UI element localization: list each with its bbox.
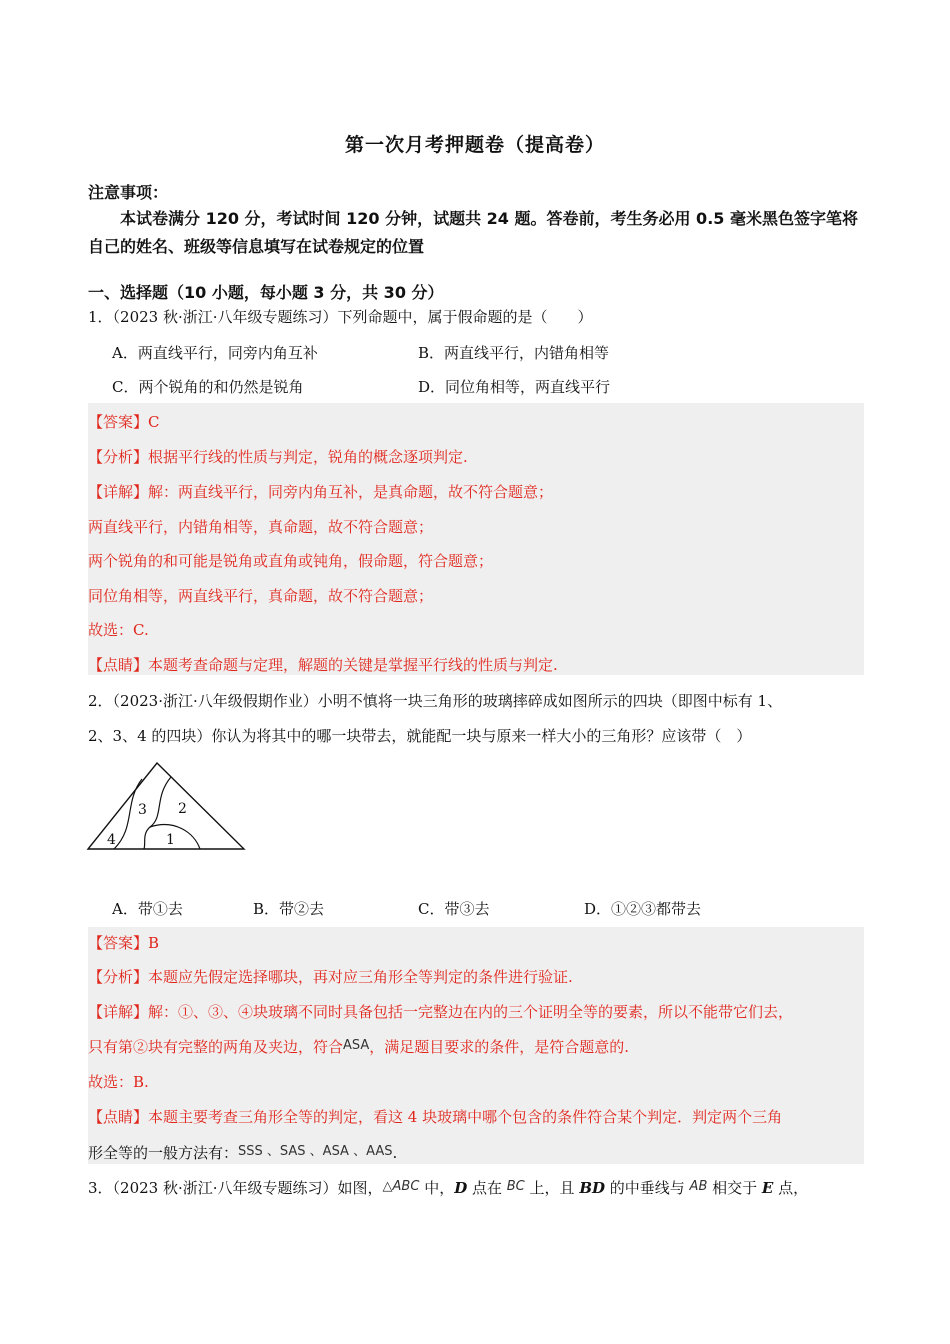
q2-option-b: B．带②去 — [253, 900, 325, 918]
question-1-stem: 1．（2023 秋·浙江·八年级专题练习）下列命题中，属于假命题的是（ ） — [88, 308, 593, 326]
piece-label-3: 3 — [138, 802, 147, 818]
segment-ab: AB — [689, 1179, 708, 1194]
q1-option-c: C．两个锐角的和仍然是锐角 — [112, 378, 304, 396]
segment-bc: BC — [506, 1179, 525, 1194]
q1-detail-2: 两直线平行，内错角相等，真命题，故不符合题意； — [88, 518, 434, 536]
q3-text-1: 3．（2023 秋·浙江·八年级专题练习）如图， — [88, 1179, 383, 1197]
q3-text-3: 点在 — [467, 1179, 507, 1197]
q2-comment-2-end: . — [392, 1144, 398, 1162]
q2-detail-2 — [88, 1036, 629, 1057]
q1-answer: 【答案】C — [88, 413, 160, 431]
q1-comment: 【点睛】本题考查命题与定理，解题的关键是掌握平行线的性质与判定. — [88, 656, 558, 674]
q1-analysis: 【分析】根据平行线的性质与判定，锐角的概念逐项判定. — [88, 448, 468, 466]
q2-option-d: D．①②③都带去 — [584, 900, 702, 918]
asa-formula: ASA — [343, 1038, 370, 1053]
section-heading: 一、选择题（10 小题，每小题 3 分，共 30 分） — [88, 283, 444, 302]
piece-label-4: 4 — [107, 832, 116, 848]
q3-text-6: 相交于 — [707, 1179, 762, 1197]
q2-comment-2-text: 形全等的一般方法有： — [88, 1144, 239, 1162]
q2-analysis: 【分析】本题应先假定选择哪块，再对应三角形全等判定的条件进行验证. — [88, 968, 573, 986]
q2-detail-3: 故选：B. — [88, 1073, 149, 1091]
q1-detail-5: 故选：C. — [88, 621, 149, 639]
q2-detail-2-text-a: 只有第②块有完整的两角及夹边，符合 — [88, 1038, 344, 1056]
question-3-stem — [88, 1176, 878, 1199]
q3-text-5: 的中垂线与 — [605, 1179, 690, 1197]
q1-option-d: D．同位角相等，两直线平行 — [418, 378, 611, 396]
q2-detail-1: 【详解】解：①、③、④块玻璃不同时具备包括一完整边在内的三个证明全等的要素，所以不能带它们去， — [88, 1003, 794, 1021]
q2-comment-2 — [88, 1140, 397, 1163]
q2-comment-1: 【点睛】本题主要考查三角形全等的判定，看这 4 块玻璃中哪个包含的条件符合某个判定．判定两个三角 — [88, 1108, 783, 1126]
q1-detail-1: 【详解】解：两直线平行，同旁内角互补，是真命题，故不符合题意； — [88, 483, 554, 501]
q2-answer: 【答案】B — [88, 934, 160, 952]
question-2-stem-line2: 2、3、4 的四块）你认为将其中的哪一块带去，就能配一块与原来一样大小的三角形？应该带（ ） — [88, 727, 752, 745]
segment-bd: BD — [579, 1179, 605, 1197]
q1-solution-box — [88, 403, 864, 675]
broken-glass-triangle-figure — [84, 757, 248, 855]
notes-heading: 注意事项： — [88, 183, 169, 202]
crack-line-3 — [150, 825, 200, 849]
q3-text-2: 中， — [419, 1179, 455, 1197]
congruence-methods: SSS 、SAS 、ASA 、AAS — [238, 1144, 393, 1159]
q1-option-b: B．两直线平行，内错角相等 — [418, 344, 610, 362]
q1-option-a: A．两直线平行，同旁内角互补 — [112, 344, 318, 362]
piece-label-2: 2 — [178, 801, 187, 817]
triangle-abc: △ABC — [382, 1179, 420, 1194]
question-2-stem-line1: 2．（2023·浙江·八年级假期作业）小明不慎将一块三角形的玻璃摔碎成如图所示的四块（即图中标有 1、 — [88, 692, 783, 710]
page-title: 第一次月考押题卷（提高卷） — [344, 134, 605, 156]
q2-detail-2-text-b: ，满足题目要求的条件，是符合题意的. — [369, 1038, 630, 1056]
q1-detail-4: 同位角相等，两直线平行，真命题，故不符合题意； — [88, 587, 434, 605]
q2-option-a: A．带①去 — [112, 900, 183, 918]
q3-text-4: 上，且 — [524, 1179, 580, 1197]
point-e: E — [761, 1179, 774, 1197]
notes-body: 本试卷满分 120 分，考试时间 120 分钟，试题共 24 题。答卷前，考生务必用 0.5 毫米黑色签字笔将自己的姓名、班级等信息填写在试卷规定的位置 — [88, 209, 858, 256]
q3-text-7: 点， — [773, 1179, 809, 1197]
point-d: D — [454, 1179, 468, 1197]
q2-option-c: C．带③去 — [418, 900, 490, 918]
piece-label-1: 1 — [166, 832, 175, 848]
q1-detail-3: 两个锐角的和可能是锐角或直角或钝角，假命题，符合题意； — [88, 552, 494, 570]
